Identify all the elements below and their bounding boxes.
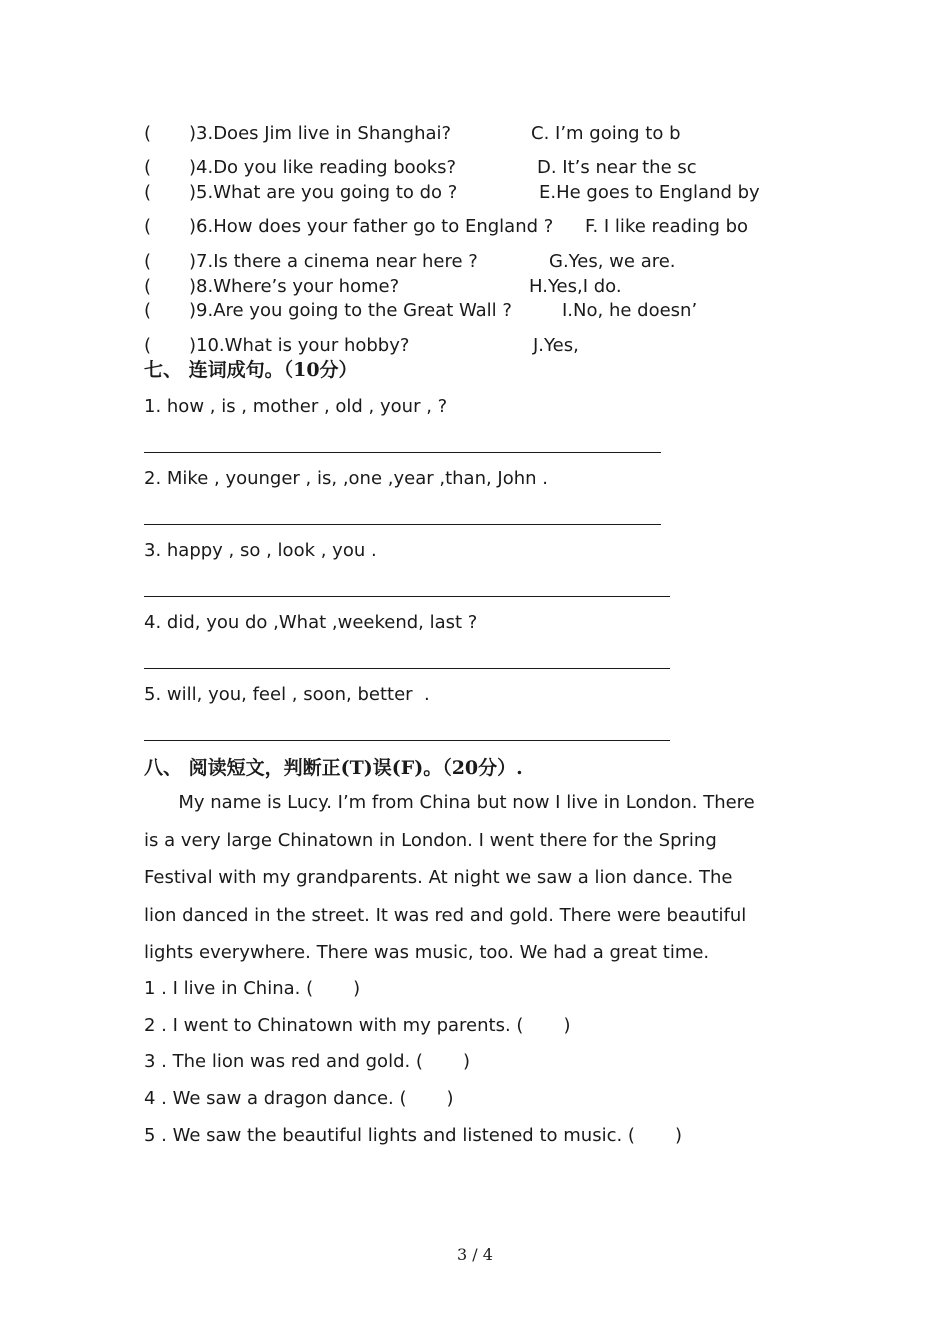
tf-question[interactable]: 3 . The lion was red and gold. ( ) bbox=[144, 1051, 471, 1072]
section-7-title: 七、 连词成句。（10分） bbox=[144, 359, 358, 381]
answer-paren: ( bbox=[144, 335, 152, 356]
answer-paren: ( bbox=[144, 251, 152, 272]
matching-answer: E.He goes to England by bbox=[539, 182, 760, 203]
sentence-item: 1. how , is , mother , old , your , ? bbox=[144, 396, 448, 417]
matching-answer: J.Yes, bbox=[533, 335, 579, 356]
matching-answer: G.Yes, we are. bbox=[549, 251, 676, 272]
passage-line: My name is Lucy. I’m from China but now I live in London. There bbox=[144, 792, 755, 813]
matching-question: )8.Where’s your home? bbox=[189, 276, 400, 297]
section-8-title: 八、 阅读短文，判断正(T)误(F)。（20分）. bbox=[144, 757, 523, 779]
answer-paren: ( bbox=[144, 123, 152, 144]
passage-line: lights everywhere. There was music, too. We had a great time. bbox=[144, 942, 710, 963]
matching-answer: H.Yes,I do. bbox=[529, 276, 622, 297]
sentence-item: 2. Mike , younger , is, ,one ,year ,than, John . bbox=[144, 468, 549, 489]
matching-question: )9.Are you going to the Great Wall ? bbox=[189, 300, 512, 321]
sentence-item: 3. happy , so , look , you . bbox=[144, 540, 377, 561]
tf-question[interactable]: 1 . I live in China. ( ) bbox=[144, 978, 361, 999]
tf-question[interactable]: 5 . We saw the beautiful lights and listened to music. ( ) bbox=[144, 1125, 683, 1146]
answer-line[interactable] bbox=[144, 740, 670, 741]
answer-paren: ( bbox=[144, 182, 152, 203]
answer-paren: ( bbox=[144, 216, 152, 237]
matching-question: )5.What are you going to do ? bbox=[189, 182, 458, 203]
passage-line: lion danced in the street. It was red and gold. There were beautiful bbox=[144, 905, 747, 926]
matching-answer: F. I like reading bo bbox=[585, 216, 749, 237]
matching-question: )3.Does Jim live in Shanghai? bbox=[189, 123, 452, 144]
matching-question: )4.Do you like reading books? bbox=[189, 157, 457, 178]
passage-line: Festival with my grandparents. At night we saw a lion dance. The bbox=[144, 867, 733, 888]
answer-paren: ( bbox=[144, 157, 152, 178]
answer-paren: ( bbox=[144, 300, 152, 321]
answer-line[interactable] bbox=[144, 452, 661, 453]
answer-line[interactable] bbox=[144, 596, 670, 597]
answer-line[interactable] bbox=[144, 524, 661, 525]
tf-question[interactable]: 2 . I went to Chinatown with my parents. ( ) bbox=[144, 1015, 571, 1036]
page-number: 3 / 4 bbox=[457, 1245, 493, 1264]
tf-question[interactable]: 4 . We saw a dragon dance. ( ) bbox=[144, 1088, 454, 1109]
matching-question: )10.What is your hobby? bbox=[189, 335, 410, 356]
matching-answer: D. It’s near the sc bbox=[537, 157, 697, 178]
matching-answer: C. I’m going to b bbox=[531, 123, 681, 144]
matching-question: )7.Is there a cinema near here ? bbox=[189, 251, 478, 272]
answer-line[interactable] bbox=[144, 668, 670, 669]
passage-line: is a very large Chinatown in London. I went there for the Spring bbox=[144, 830, 717, 851]
answer-paren: ( bbox=[144, 276, 152, 297]
sentence-item: 5. will, you, feel , soon, better . bbox=[144, 684, 430, 705]
matching-question: )6.How does your father go to England ? bbox=[189, 216, 554, 237]
sentence-item: 4. did, you do ,What ,weekend, last ? bbox=[144, 612, 478, 633]
matching-answer: I.No, he doesn’ bbox=[562, 300, 698, 321]
